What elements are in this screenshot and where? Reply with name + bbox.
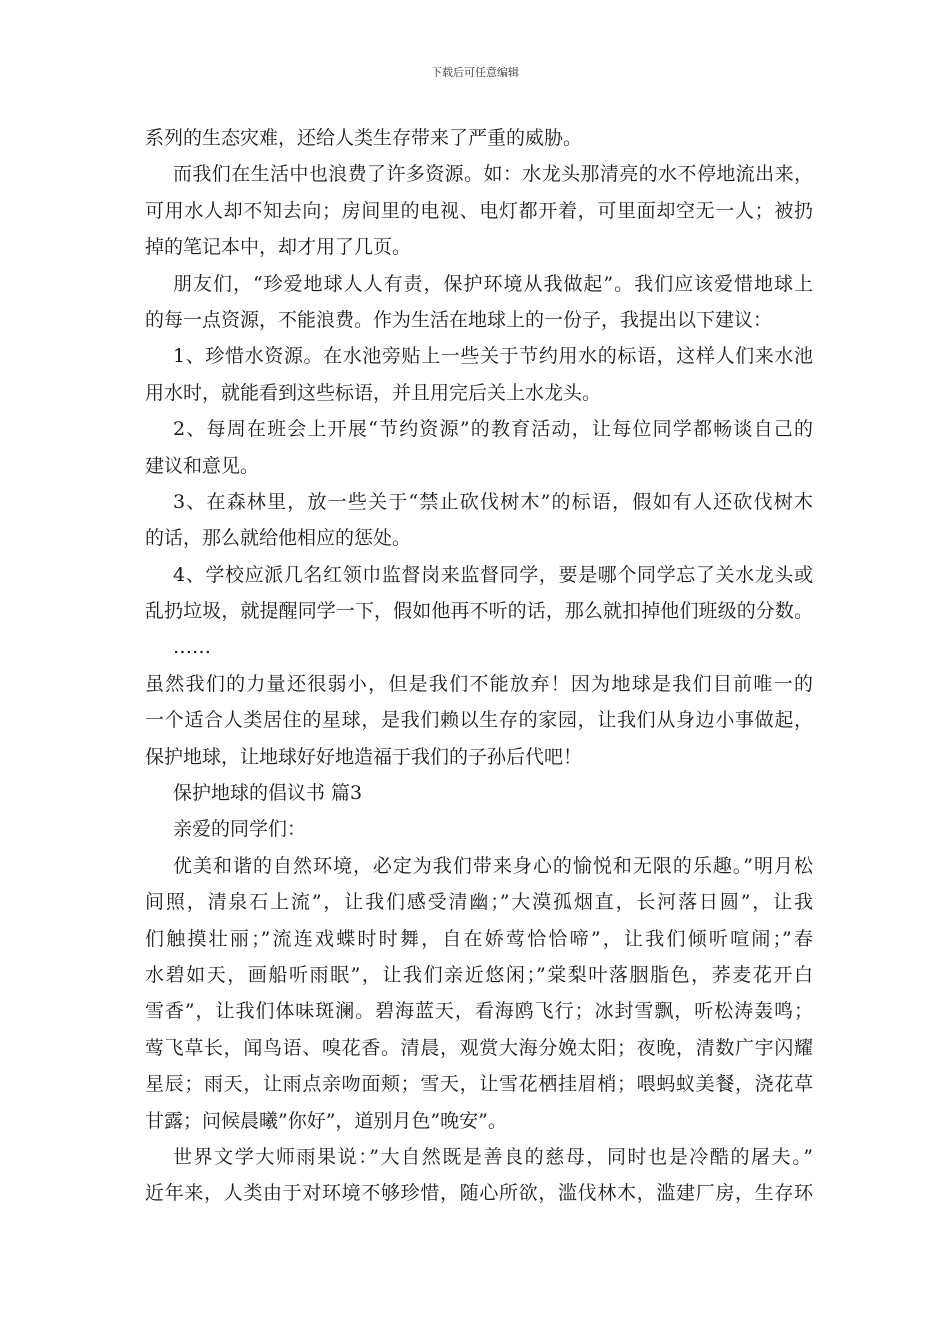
text-line: 的每一点资源，不能浪费。作为生活在地球上的一份子，我提出以下建议：: [145, 308, 773, 331]
text-line: 的话，那么就给他相应的惩处。: [145, 527, 412, 550]
page-header: 下载后可任意编辑: [431, 66, 519, 79]
text-line: 1、珍惜水资源。在水池旁贴上一些关于节约用水的标语，这样人们来水池: [173, 345, 813, 368]
text-line: 用水时，就能看到这些标语，并且用完后关上水龙头。: [145, 381, 602, 404]
text-line: 莺飞草长，闻鸟语、嗅花香。清晨，观赏大海分娩太阳；夜晚，清数广宇闪耀: [145, 1036, 813, 1059]
text-line: 水碧如天，画船听雨眠”，让我们亲近悠闲；”棠梨叶落胭脂色，荞麦花开白: [145, 963, 813, 986]
text-line: 系列的生态灾难，还给人类生存带来了严重的威胁。: [145, 127, 583, 149]
text-line: 而我们在生活中也浪费了许多资源。如：水龙头那清亮的水不停地流出来，: [173, 163, 813, 186]
text-line: ……: [173, 636, 211, 659]
text-line: 掉的笔记本中，却才用了几页。: [145, 236, 412, 259]
text-line: 一个适合人类居住的星球，是我们赖以生存的家园，让我们从身边小事做起，: [145, 709, 813, 732]
text-line: 保护地球，让地球好好地造福于我们的子孙后代吧！: [145, 745, 583, 768]
text-line: 保护地球的倡议书 篇3: [173, 782, 363, 805]
text-line: 世界文学大师雨果说：”大自然既是善良的慈母，同时也是冷酷的屠夫。”: [173, 1145, 813, 1168]
text-line: 建议和意见。: [145, 454, 260, 477]
text-line: 乱扔垃圾，就提醒同学一下，假如他再不听的话，那么就扣掉他们班级的分数。: [145, 600, 813, 623]
text-line: 甘露；问候晨曦”你好”，道别月色”晚安”。: [145, 1109, 507, 1132]
text-line: 朋友们，“珍爱地球人人有责，保护环境从我做起”。我们应该爱惜地球上: [173, 272, 813, 295]
text-line: 4、学校应派几名红领巾监督岗来监督同学，要是哪个同学忘了关水龙头或: [173, 563, 813, 586]
text-line: 们触摸壮丽；”流连戏蝶时时舞，自在娇莺恰恰啼”，让我们倾听喧闹；”春: [145, 927, 813, 950]
text-line: 优美和谐的自然环境，必定为我们带来身心的愉悦和无限的乐趣。”明月松: [173, 854, 813, 877]
text-line: 可用水人却不知去向；房间里的电视、电灯都开着，可里面却空无一人；被扔: [145, 199, 813, 222]
text-line: 星辰；雨天，让雨点亲吻面颊；雪天，让雪花栖挂眉梢；喂蚂蚁美餐，浇花草: [145, 1073, 813, 1096]
text-line: 间照，清泉石上流”，让我们感受清幽；”大漠孤烟直，长河落日圆”，让我: [145, 891, 813, 914]
text-line: 近年来，人类由于对环境不够珍惜，随心所欲，滥伐林木，滥建厂房，生存环: [145, 1182, 813, 1205]
text-line: 3、在森林里，放一些关于“禁止砍伐树木”的标语，假如有人还砍伐树木: [173, 490, 813, 513]
text-line: 亲爱的同学们：: [173, 818, 307, 841]
text-line: 2、每周在班会上开展“节约资源”的教育活动，让每位同学都畅谈自己的: [173, 418, 813, 441]
text-line: 雪香”，让我们体味斑澜。碧海蓝天，看海鸥飞行；冰封雪飘，听松涛轰鸣；: [145, 1000, 813, 1023]
document-body: [145, 120, 813, 1212]
text-line: 虽然我们的力量还很弱小，但是我们不能放弃！因为地球是我们目前唯一的: [145, 672, 813, 695]
